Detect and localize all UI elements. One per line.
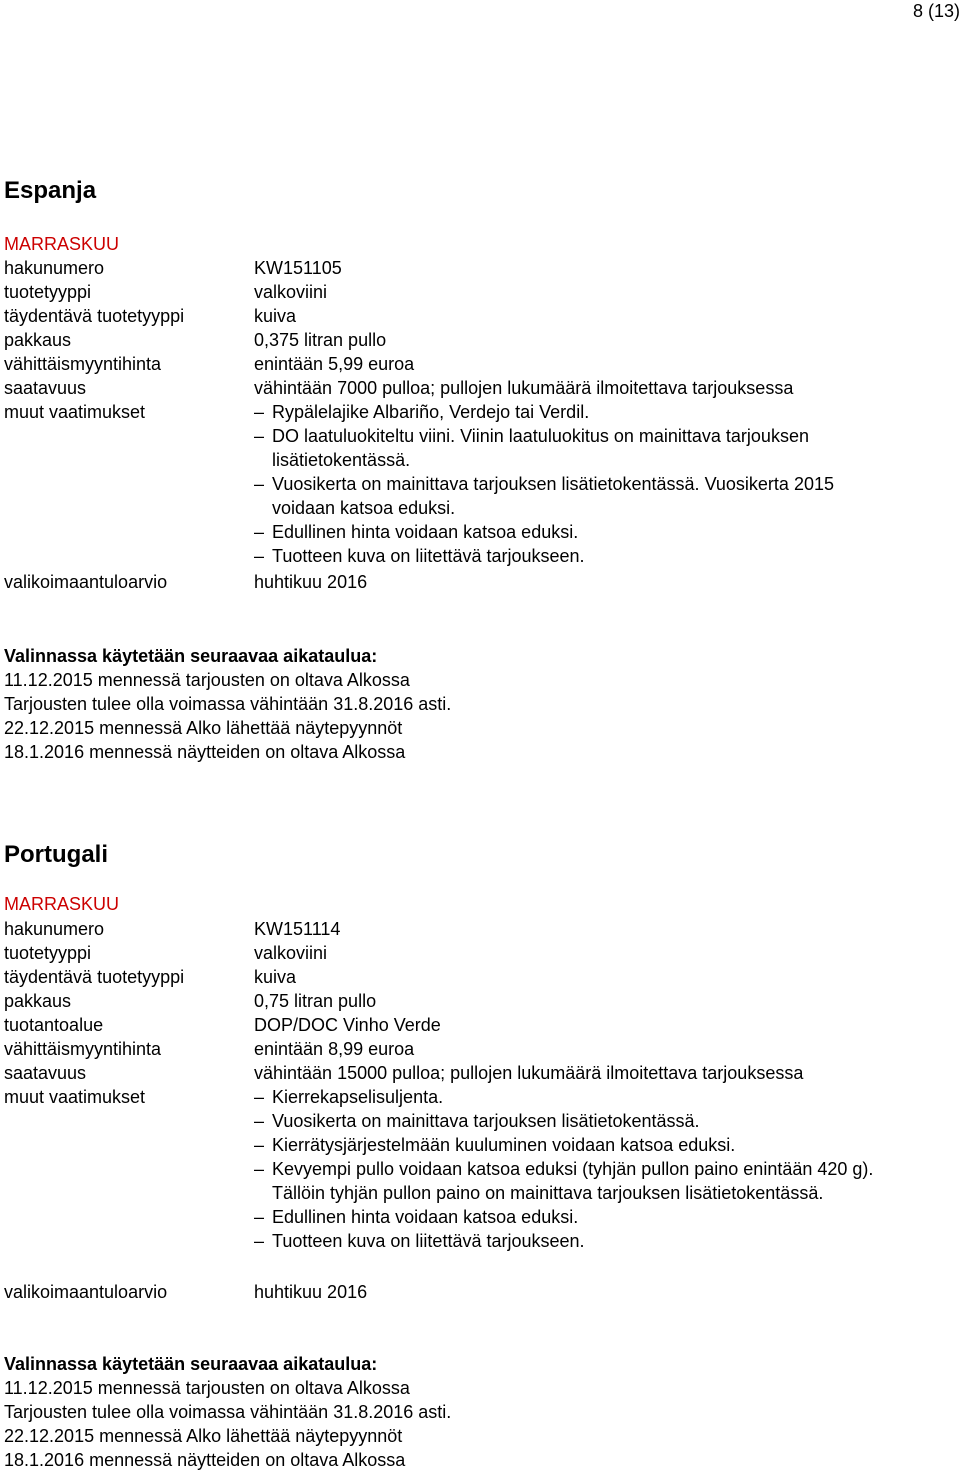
requirements-list: [254, 400, 890, 568]
field-label: täydentävä tuotetyyppi: [4, 967, 185, 987]
section-heading-espanja: Espanja: [4, 177, 97, 204]
schedule-line: 11.12.2015 mennessä tarjousten on oltava Alkossa: [4, 670, 410, 690]
page-number: 8 (13): [912, 1, 960, 21]
schedule-line: 18.1.2016 mennessä näytteiden on oltava Alkossa: [4, 1450, 406, 1470]
field-label: tuotantoalue: [4, 1015, 104, 1035]
requirement-item: – Edullinen hinta voidaan katsoa eduksi.: [254, 522, 579, 542]
field-label: muut vaatimukset: [4, 402, 146, 422]
requirement-item: – Vuosikerta on mainittava tarjouksen lisätietokentässä.: [254, 1111, 700, 1131]
field-label: saatavuus: [4, 378, 87, 398]
field-label: tuotetyyppi: [4, 282, 92, 302]
field-value: 0,375 litran pullo: [254, 330, 387, 350]
schedule-line: 22.12.2015 mennessä Alko lähettää näytepyynnöt: [4, 718, 403, 738]
requirement-item: – Vuosikerta on mainittava tarjouksen lisätietokentässä. Vuosikerta 2015 voidaan katsoa eduksi.: [254, 474, 834, 518]
schedule-line: Tarjousten tulee olla voimassa vähintään 31.8.2016 asti.: [4, 1402, 452, 1422]
field-label: hakunumero: [4, 258, 105, 278]
field-value: vähintään 7000 pulloa; pullojen lukumäärä ilmoitettava tarjouksessa: [254, 378, 794, 398]
requirement-item: – Kierrekapselisuljenta.: [254, 1087, 444, 1107]
field-label: saatavuus: [4, 1063, 87, 1083]
field-label: pakkaus: [4, 330, 72, 350]
field-value: valkoviini: [254, 943, 328, 963]
field-value: enintään 8,99 euroa: [254, 1039, 415, 1059]
field-label: täydentävä tuotetyyppi: [4, 306, 185, 326]
schedule-title: Valinnassa käytetään seuraavaa aikataulua:: [4, 1354, 378, 1374]
requirements-list: [254, 1085, 904, 1253]
field-value: valkoviini: [254, 282, 328, 302]
schedule-line: Tarjousten tulee olla voimassa vähintään 31.8.2016 asti.: [4, 694, 452, 714]
field-label: muut vaatimukset: [4, 1087, 146, 1107]
field-value: kuiva: [254, 967, 297, 987]
schedule-block: [4, 1352, 451, 1472]
requirement-item: – Rypälelajike Albariño, Verdejo tai Verdil.: [254, 402, 590, 422]
field-label: tuotetyyppi: [4, 943, 92, 963]
requirement-item: – Tuotteen kuva on liitettävä tarjoukseen.: [254, 546, 585, 566]
section-heading-portugali: Portugali: [4, 841, 109, 868]
field-label: vähittäismyyntihinta: [4, 354, 162, 374]
field-value: 0,75 litran pullo: [254, 991, 377, 1011]
field-value: KW151105: [254, 258, 342, 278]
field-value: vähintään 15000 pulloa; pullojen lukumäärä ilmoitettava tarjouksessa: [254, 1063, 804, 1083]
schedule-line: 11.12.2015 mennessä tarjousten on oltava Alkossa: [4, 1378, 410, 1398]
month-label: MARRASKUU: [4, 234, 120, 254]
field-value: DOP/DOC Vinho Verde: [254, 1015, 441, 1035]
field-label: valikoimaantuloarvio: [4, 572, 168, 592]
field-label: valikoimaantuloarvio: [4, 1282, 168, 1302]
field-label: hakunumero: [4, 919, 105, 939]
field-value: enintään 5,99 euroa: [254, 354, 415, 374]
schedule-block: [4, 644, 451, 764]
requirement-item: – DO laatuluokiteltu viini. Viinin laatuluokitus on mainittava tarjouksen lisätietokentässä.: [254, 426, 809, 470]
field-label: vähittäismyyntihinta: [4, 1039, 162, 1059]
field-value: kuiva: [254, 306, 297, 326]
field-value: huhtikuu 2016: [254, 572, 368, 592]
field-value: KW151114: [254, 919, 341, 939]
requirement-item: – Tuotteen kuva on liitettävä tarjoukseen.: [254, 1231, 585, 1251]
field-label: pakkaus: [4, 991, 72, 1011]
field-value: huhtikuu 2016: [254, 1282, 368, 1302]
requirement-item: – Kevyempi pullo voidaan katsoa eduksi (tyhjän pullon paino enintään 420 g). Tällöin tyhjän pullon paino on mainittava tarjouksen lisätietokentässä.: [254, 1159, 874, 1203]
schedule-line: 18.1.2016 mennessä näytteiden on oltava Alkossa: [4, 742, 406, 762]
requirement-item: – Kierrätysjärjestelmään kuuluminen voidaan katsoa eduksi.: [254, 1135, 736, 1155]
schedule-title: Valinnassa käytetään seuraavaa aikataulua:: [4, 646, 378, 666]
schedule-line: 22.12.2015 mennessä Alko lähettää näytepyynnöt: [4, 1426, 403, 1446]
month-label: MARRASKUU: [4, 894, 120, 914]
requirement-item: – Edullinen hinta voidaan katsoa eduksi.: [254, 1207, 579, 1227]
